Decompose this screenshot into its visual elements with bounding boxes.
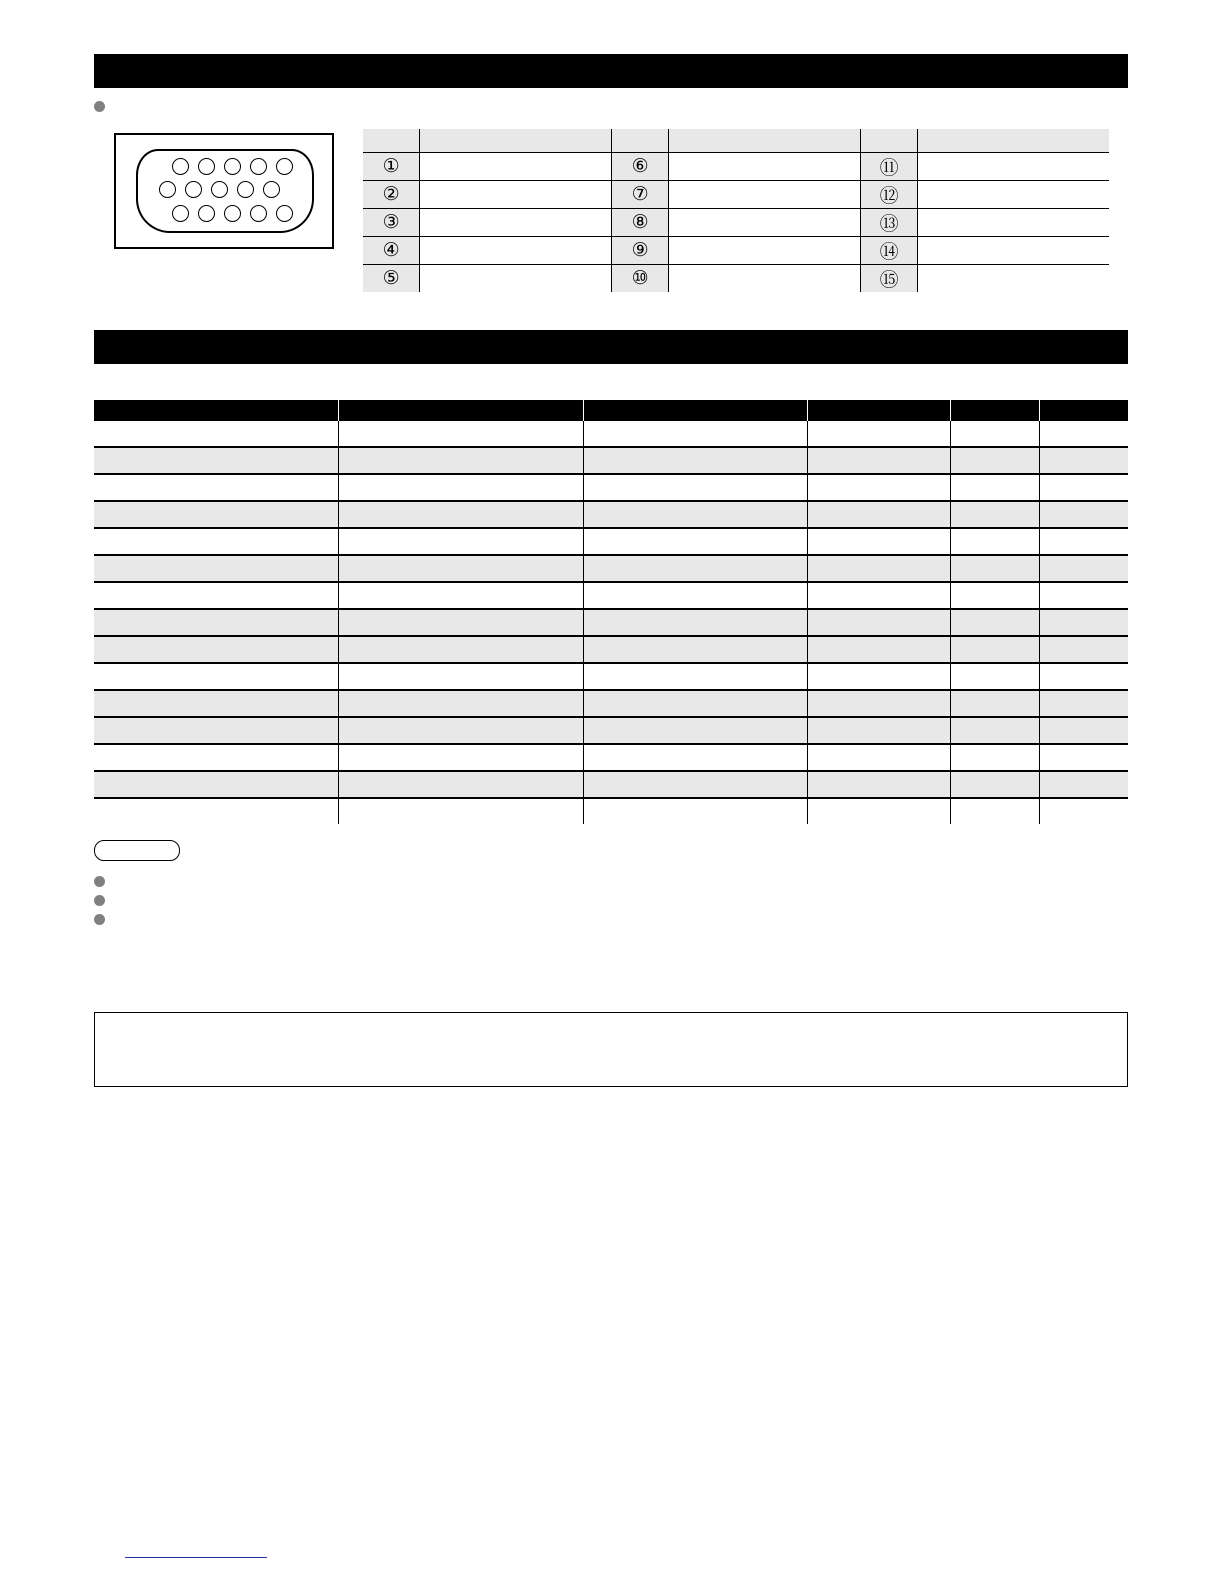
pin-number: ① bbox=[363, 153, 420, 181]
table-row bbox=[94, 744, 1128, 771]
connector-pin bbox=[276, 205, 293, 222]
pin-number: ⑨ bbox=[611, 237, 668, 265]
table-row bbox=[94, 582, 1128, 609]
pin-table-row bbox=[363, 153, 1109, 181]
table-row bbox=[94, 609, 1128, 636]
pin-number: ② bbox=[363, 181, 420, 209]
pin-table-row bbox=[363, 237, 1109, 265]
connector-pin bbox=[172, 158, 189, 175]
connector-pin bbox=[250, 205, 267, 222]
connector-pin bbox=[263, 181, 280, 198]
pin-number: ⑪ bbox=[860, 153, 917, 181]
pin-table-header bbox=[363, 129, 1109, 153]
pin-number: ⑭ bbox=[860, 237, 917, 265]
footer-link[interactable] bbox=[125, 1557, 267, 1558]
pin-table-row bbox=[363, 265, 1109, 293]
pin-number: ⑧ bbox=[611, 209, 668, 237]
table-header-row bbox=[94, 400, 1128, 421]
table-row bbox=[94, 421, 1128, 447]
bullet-icon bbox=[94, 876, 105, 887]
pin-number: ⑥ bbox=[611, 153, 668, 181]
connector-pin bbox=[224, 205, 241, 222]
pin-number: ⑩ bbox=[611, 265, 668, 293]
bullet-icon bbox=[94, 914, 105, 925]
column-header bbox=[583, 400, 807, 421]
pin-number: ⑮ bbox=[860, 265, 917, 293]
pin-number: ⑫ bbox=[860, 181, 917, 209]
table-row bbox=[94, 555, 1128, 582]
connector-pin bbox=[172, 205, 189, 222]
connector-pin bbox=[224, 158, 241, 175]
pin-assignment-table bbox=[363, 129, 1109, 292]
table-row bbox=[94, 528, 1128, 555]
column-header bbox=[950, 400, 1039, 421]
pin-number: ⑤ bbox=[363, 265, 420, 293]
connector-pin bbox=[198, 158, 215, 175]
table-row bbox=[94, 663, 1128, 690]
input-signals-table bbox=[94, 400, 1128, 824]
table-row bbox=[94, 717, 1128, 744]
column-header bbox=[338, 400, 583, 421]
note-label-tag bbox=[94, 840, 180, 861]
pin-table-row bbox=[363, 181, 1109, 209]
connector-shell bbox=[136, 149, 314, 233]
table-row bbox=[94, 690, 1128, 717]
column-header bbox=[94, 400, 338, 421]
section-header-bar bbox=[94, 330, 1128, 364]
pin-number: ④ bbox=[363, 237, 420, 265]
connector-pin bbox=[237, 181, 254, 198]
column-header bbox=[1039, 400, 1128, 421]
notice-box bbox=[94, 1012, 1128, 1087]
table-row bbox=[94, 447, 1128, 474]
table-row bbox=[94, 474, 1128, 501]
pin-number: ⑦ bbox=[611, 181, 668, 209]
connector-pin bbox=[185, 181, 202, 198]
table-row bbox=[94, 798, 1128, 824]
table-row bbox=[94, 636, 1128, 663]
connector-pin bbox=[211, 181, 228, 198]
pin-table-row bbox=[363, 209, 1109, 237]
column-header bbox=[807, 400, 950, 421]
pin-number: ⑬ bbox=[860, 209, 917, 237]
connector-pin bbox=[198, 205, 215, 222]
connector-pin bbox=[159, 181, 176, 198]
section-header-bar bbox=[94, 54, 1128, 88]
connector-pin bbox=[250, 158, 267, 175]
dsub15-connector-diagram bbox=[114, 133, 334, 249]
table-row bbox=[94, 501, 1128, 528]
bullet-icon bbox=[94, 101, 105, 112]
table-row bbox=[94, 771, 1128, 798]
bullet-icon bbox=[94, 895, 105, 906]
connector-pin bbox=[276, 158, 293, 175]
pin-number: ③ bbox=[363, 209, 420, 237]
